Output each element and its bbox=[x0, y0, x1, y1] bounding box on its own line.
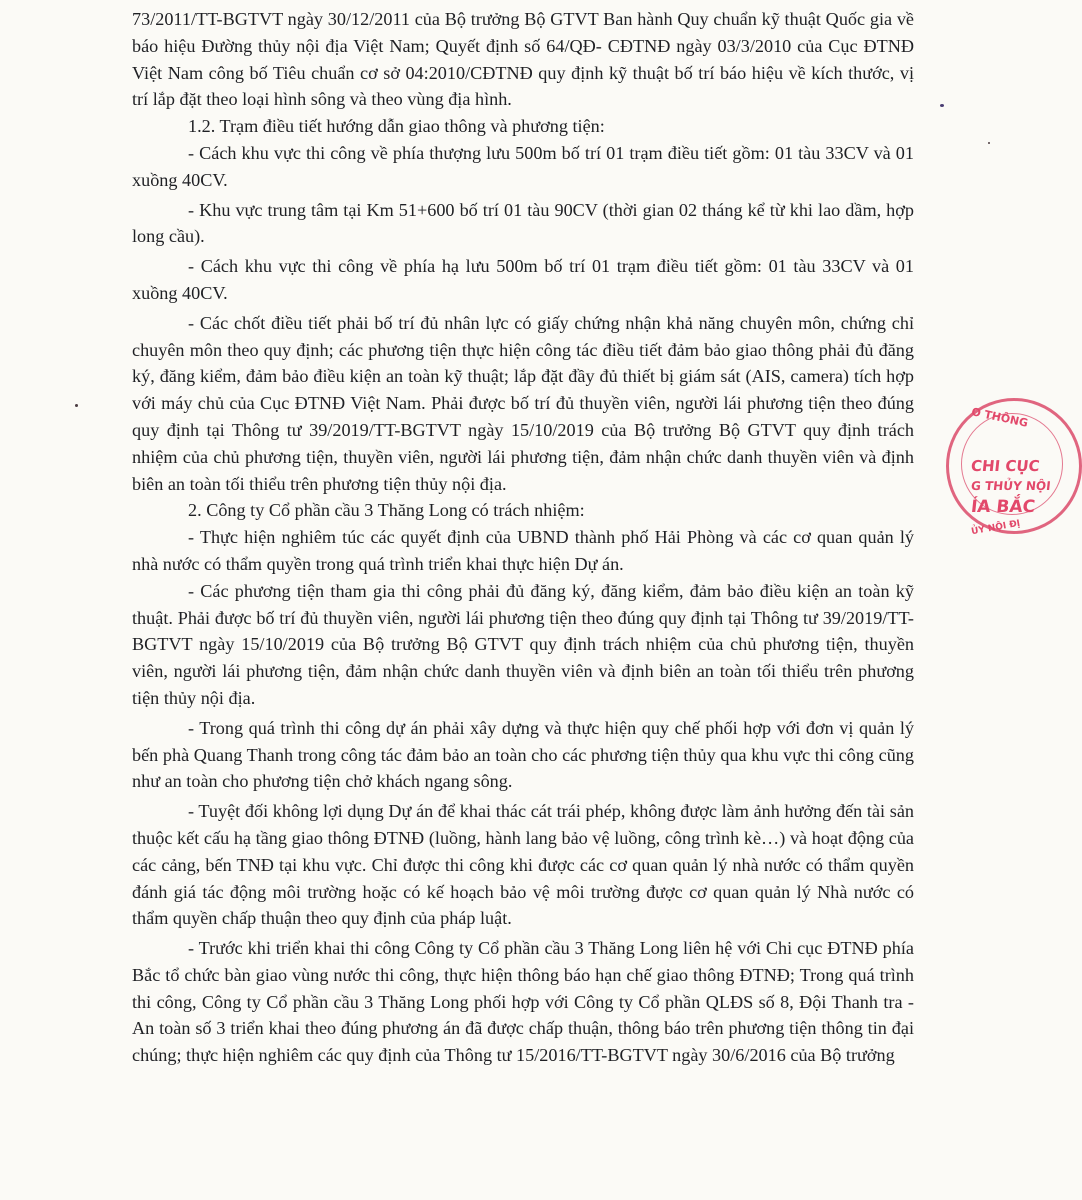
scan-speck bbox=[988, 142, 990, 144]
paragraph-downstream-station: - Cách khu vực thi công về phía hạ lưu 500m bố trí 01 trạm điều tiết gồm: 01 tàu 33CV và 01 xuồng 40CV. bbox=[132, 256, 914, 303]
stamp-text-top: O THÔNG bbox=[970, 405, 1030, 430]
paragraph-construction-vessels: - Các phương tiện tham gia thi công phải đủ đăng ký, đăng kiểm, đảm bảo điều kiện an toàn kỹ thuật. Phải được bố trí đủ thuyền viên, người lái phương tiện theo đúng quy định tại Thông tư 39/2019/TT-BGTVT ngày 15/10/2019 của Bộ trưởng Bộ GTVT quy định trách nhiệm của chủ phương tiện, thuyền viên, người lái phương tiện, đảm nhận chức danh thuyền viên và định biên an toàn tối thiểu trên phương tiện thủy nội địa. bbox=[132, 580, 914, 708]
section-heading-1-2: 1.2. Trạm điều tiết hướng dẫn giao thông và phương tiện: bbox=[188, 116, 605, 137]
red-seal-stamp bbox=[946, 398, 1082, 538]
paragraph-sand-mining: - Tuyệt đối không lợi dụng Dự án để khai thác cát trái phép, không được làm ảnh hưởng đến tài sản thuộc kết cấu hạ tầng giao thông ĐTNĐ (luồng, hành lang bảo vệ luồng, công trình kè…) và hoạt động của các cảng, bến TNĐ tại khu vực. Chỉ được thi công khi được các cơ quan quản lý nhà nước có thẩm quyền đánh giá tác động môi trường hoặc có kế hoạch bảo vệ môi trường được cơ quan quản lý Nhà nước có thẩm quyền chấp thuận theo quy định của pháp luật. bbox=[132, 801, 914, 929]
paragraph-central-area: - Khu vực trung tâm tại Km 51+600 bố trí 01 tàu 90CV (thời gian 02 tháng kể từ khi lao dầm, hợp long cầu). bbox=[132, 199, 914, 247]
paragraph-coordination-ferry: - Trong quá trình thi công dự án phải xây dựng và thực hiện quy chế phối hợp với đơn vị quản lý bến phà Quang Thanh trong công tác đảm bảo an toàn cho các phương tiện thủy qua khu vực thi công cũng như an toàn cho phương tiện chở khách ngang sông. bbox=[132, 717, 914, 792]
stamp-text-line-2: CHI CỤC bbox=[970, 457, 1041, 475]
scan-speck bbox=[940, 104, 944, 107]
stamp-text-bottom: ỦY NỘI ĐỊ bbox=[970, 518, 1022, 538]
scan-speck bbox=[75, 404, 78, 407]
stamp-text-line-4: ÍA BẮC bbox=[969, 497, 1037, 517]
paragraph-continuation: 73/2011/TT-BGTVT ngày 30/12/2011 của Bộ trưởng Bộ GTVT Ban hành Quy chuẩn kỹ thuật Quốc gia về báo hiệu Đường thủy nội địa Việt Nam; Quyết định số 64/QĐ- CĐTNĐ ngày 03/3/2010 của Cục ĐTNĐ Việt Nam công bố Tiêu chuẩn cơ sở 04:2010/CĐTNĐ quy định kỹ thuật bố trí báo hiệu về kích thước, vị trí lắp đặt theo loại hình sông và theo vùng địa hình. bbox=[132, 9, 914, 110]
paragraph-upstream-station: - Cách khu vực thi công về phía thượng lưu 500m bố trí 01 trạm điều tiết gồm: 01 tàu 33CV và 01 xuồng 40CV. bbox=[132, 142, 914, 190]
document-body bbox=[132, 6, 914, 1069]
paragraph-implement-decisions: - Thực hiện nghiêm túc các quyết định của UBND thành phố Hải Phòng và các cơ quan quản lý nhà nước có thẩm quyền trong quá trình triển khai thực hiện Dự án. bbox=[132, 527, 914, 574]
stamp-text-line-3: G THỦY NỘI bbox=[970, 479, 1052, 493]
paragraph-before-construction: - Trước khi triển khai thi công Công ty Cổ phần cầu 3 Thăng Long liên hệ với Chi cục ĐTNĐ phía Bắc tổ chức bàn giao vùng nước thi công, thực hiện thông báo hạn chế giao thông ĐTNĐ; Trong quá trình thi công, Công ty Cổ phần cầu 3 Thăng Long phối hợp với Công ty Cổ phần QLĐS số 8, Đội Thanh tra - An toàn số 3 triển khai theo đúng phương án đã được chấp thuận, thông báo trên phương tiện thông tin đại chúng; thực hiện nghiêm các quy định của Thông tư 15/2016/TT-BGTVT ngày 30/6/2016 của Bộ trưởng bbox=[132, 938, 914, 1066]
paragraph-control-posts: - Các chốt điều tiết phải bố trí đủ nhân lực có giấy chứng nhận khả năng chuyên môn, chứng chỉ chuyên môn theo quy định; các phương tiện thực hiện công tác điều tiết đảm bảo giao thông phải đủ đăng ký, đăng kiểm, đảm bảo điều kiện an toàn kỹ thuật; lắp đặt đầy đủ thiết bị giám sát (AIS, camera) tích hợp với máy chủ của Cục ĐTNĐ Việt Nam. Phải được bố trí đủ thuyền viên, người lái phương tiện theo đúng quy định tại Thông tư 39/2019/TT-BGTVT ngày 15/10/2019 của Bộ trưởng Bộ GTVT quy định trách nhiệm của chủ phương tiện, thuyền viên, người lái phương tiện, đảm nhận chức danh thuyền viên và định biên an toàn tối thiểu trên phương tiện thủy nội địa. bbox=[132, 312, 914, 494]
section-heading-2: 2. Công ty Cổ phần cầu 3 Thăng Long có trách nhiệm: bbox=[188, 500, 585, 521]
